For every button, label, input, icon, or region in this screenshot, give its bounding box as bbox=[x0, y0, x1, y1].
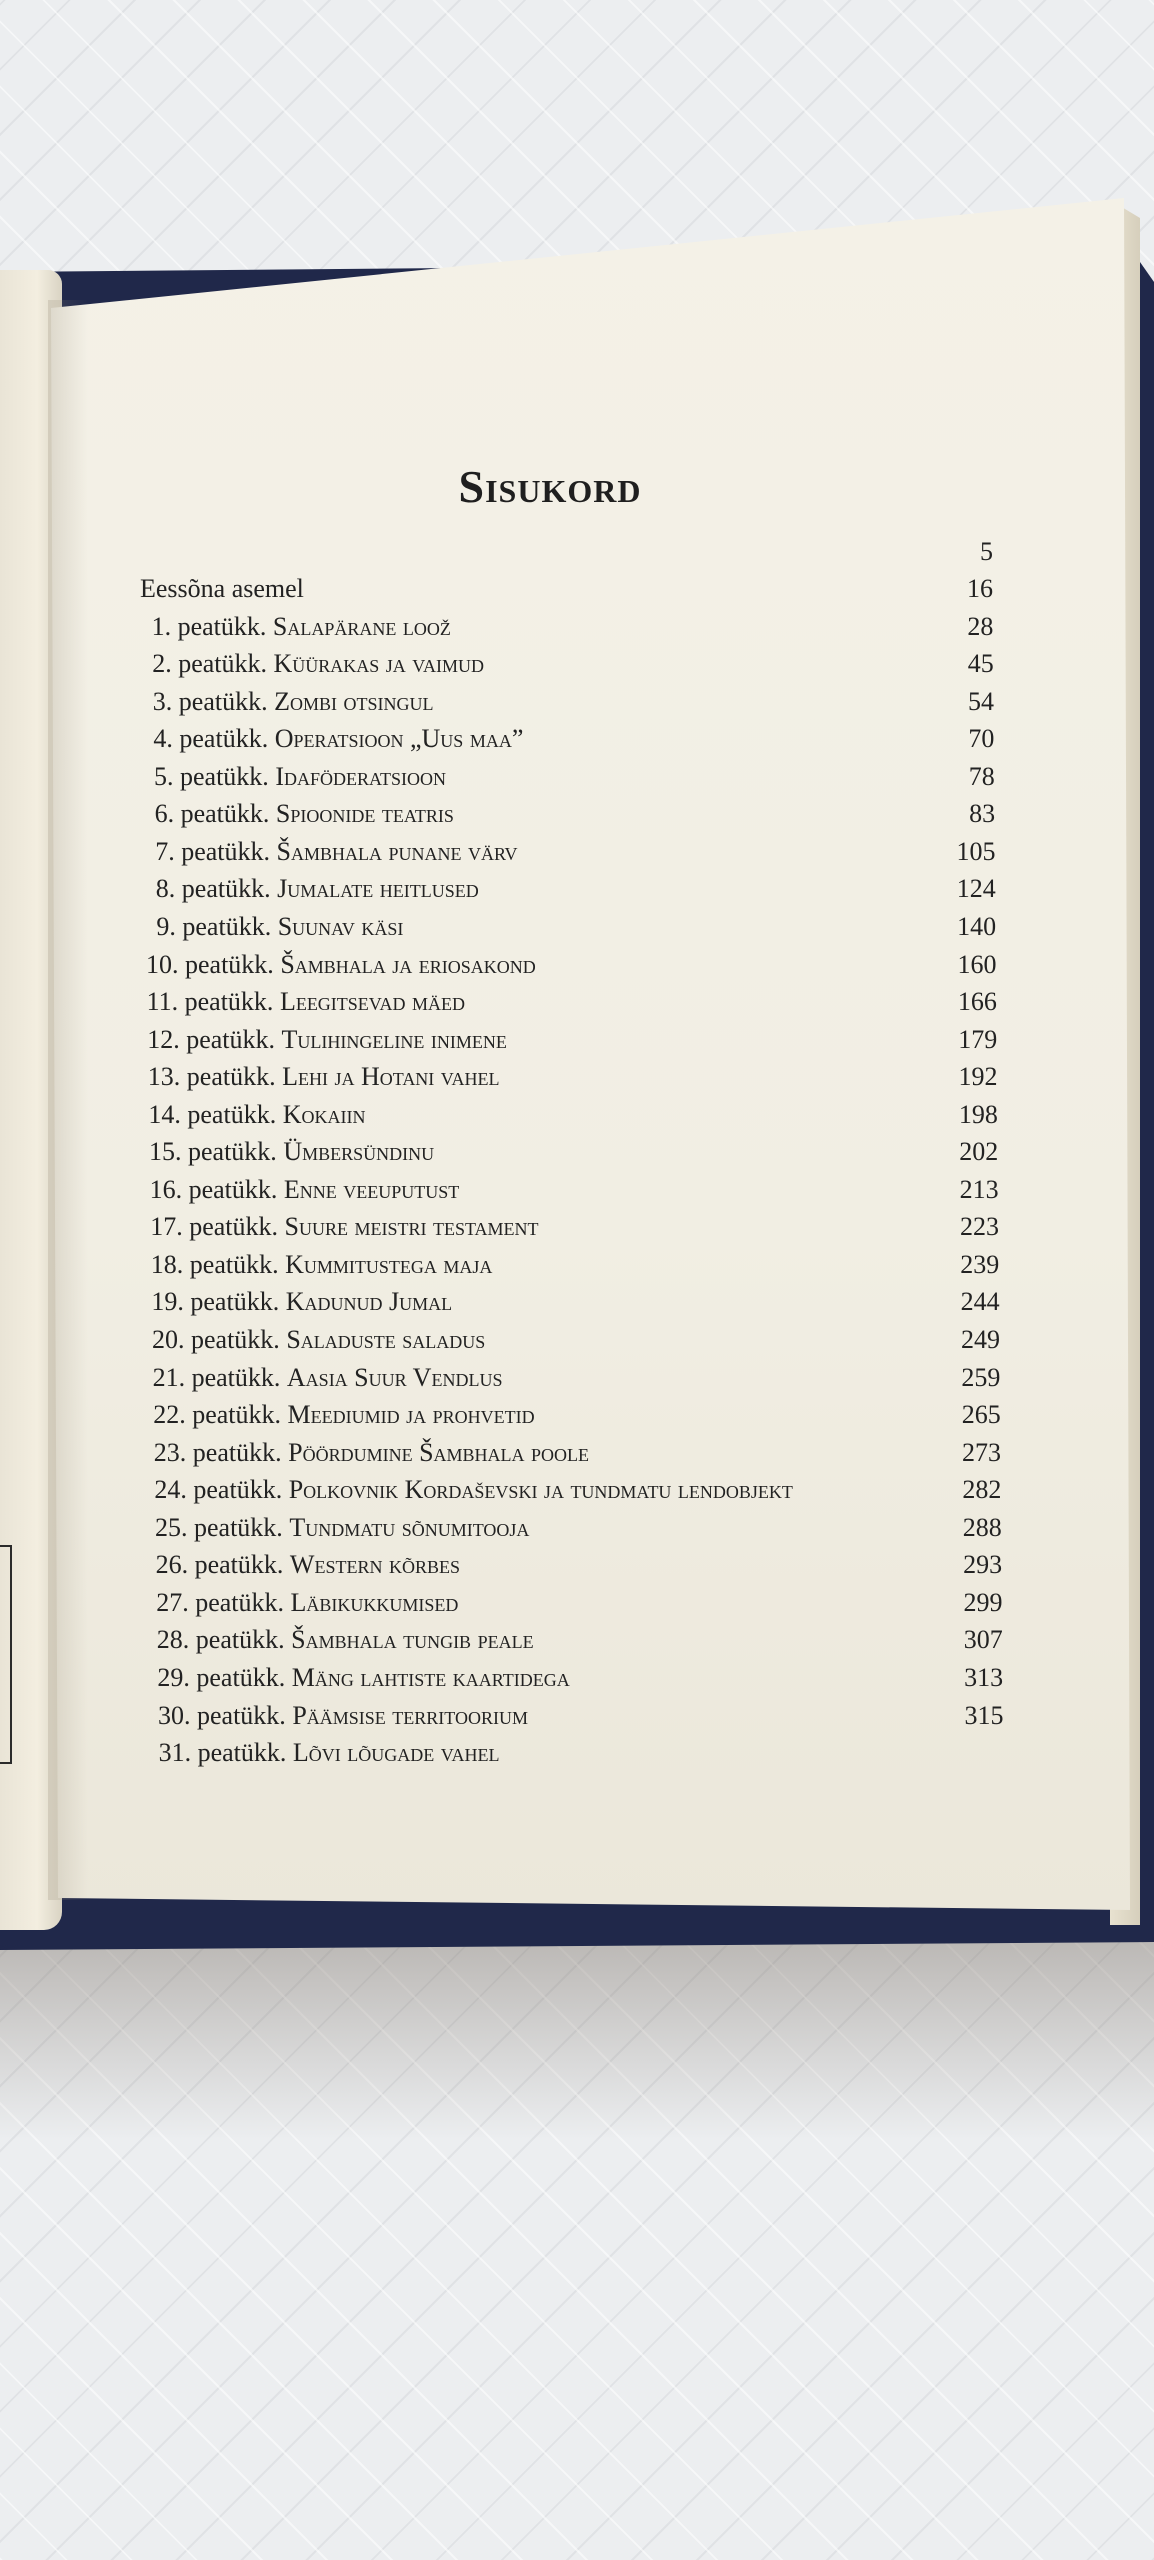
page-number: 83 bbox=[969, 799, 996, 829]
toc-entry bbox=[0, 1736, 1154, 1770]
toc-entry-text bbox=[147, 1023, 507, 1057]
chapter-number: 25. peatükk. bbox=[155, 1512, 290, 1542]
page-number: 16 bbox=[967, 574, 993, 603]
toc-entry-text bbox=[153, 1361, 503, 1395]
toc-entry bbox=[0, 572, 1154, 606]
chapter-number: 1. peatükk. bbox=[151, 611, 273, 641]
toc-entry-text bbox=[156, 872, 479, 906]
toc-entry bbox=[0, 1548, 1154, 1582]
chapter-number: 18. peatükk. bbox=[150, 1249, 286, 1279]
page-number: 160 bbox=[957, 949, 997, 979]
toc-entry-text bbox=[154, 1436, 589, 1470]
chapter-number: 20. peatükk. bbox=[152, 1325, 287, 1354]
chapter-title: Jumalate heitlused bbox=[277, 874, 479, 904]
chapter-number: 30. peatükk. bbox=[158, 1700, 293, 1730]
toc-entry bbox=[0, 1098, 1154, 1132]
toc-entry bbox=[0, 872, 1154, 906]
chapter-number: 29. peatükk. bbox=[157, 1662, 292, 1692]
toc-entry bbox=[0, 1361, 1154, 1395]
toc-entry-text bbox=[152, 1323, 485, 1357]
chapter-title: Leegitsevad mäed bbox=[279, 987, 465, 1017]
toc-entry bbox=[0, 1023, 1154, 1057]
toc-entry-text bbox=[159, 1736, 500, 1770]
chapter-title: Enne veeuputust bbox=[283, 1174, 460, 1204]
toc-entry-text bbox=[156, 1548, 460, 1582]
chapter-number: 28. peatükk. bbox=[156, 1625, 292, 1655]
chapter-title: Saladuste saladus bbox=[286, 1325, 486, 1354]
toc-entry-text bbox=[157, 1623, 534, 1657]
toc-entry-text bbox=[153, 685, 434, 719]
chapter-title: Pöördumine Šambhala poole bbox=[288, 1437, 590, 1467]
chapter-number: 19. peatükk. bbox=[151, 1287, 286, 1317]
page-number: 192 bbox=[958, 1062, 998, 1092]
toc-entry bbox=[0, 948, 1154, 982]
chapter-number: 13. peatükk. bbox=[147, 1062, 283, 1092]
toc-entry-text bbox=[152, 647, 484, 681]
chapter-number: 10. peatükk. bbox=[146, 949, 281, 979]
chapter-title: Lõvi lõugade vahel bbox=[292, 1738, 500, 1768]
page-number: 124 bbox=[956, 874, 996, 904]
toc-entry bbox=[0, 1473, 1154, 1507]
toc-entry bbox=[0, 685, 1154, 719]
page-number: 307 bbox=[963, 1625, 1003, 1655]
toc-entry-text bbox=[155, 835, 517, 869]
toc-entry-text bbox=[157, 1661, 569, 1695]
chapter-title: Aasia Suur Vendlus bbox=[286, 1362, 503, 1392]
page-number: 239 bbox=[960, 1249, 1000, 1279]
chapter-number: 26. peatükk. bbox=[155, 1550, 290, 1580]
page-number: 202 bbox=[959, 1137, 999, 1167]
chapter-title: Idaföderatsioon bbox=[275, 761, 446, 791]
toc-entry bbox=[0, 722, 1154, 756]
chapter-number: 27. peatükk. bbox=[156, 1587, 291, 1617]
toc-entry-text bbox=[156, 910, 403, 944]
page-number: 282 bbox=[962, 1475, 1002, 1505]
toc-entry bbox=[0, 647, 1154, 681]
toc-entry bbox=[0, 1623, 1154, 1657]
toc-entry-text bbox=[152, 610, 451, 644]
chapter-title: Tundmatu sõnumitooja bbox=[289, 1512, 530, 1542]
chapter-number: 21. peatükk. bbox=[152, 1362, 287, 1392]
toc-entry bbox=[0, 1210, 1154, 1244]
page-number: 54 bbox=[968, 686, 995, 716]
toc-entry bbox=[0, 1511, 1154, 1545]
toc-entry-text bbox=[148, 1060, 500, 1094]
chapter-number: 3. peatükk. bbox=[152, 686, 275, 716]
page-number: 198 bbox=[958, 1099, 998, 1129]
page-number: 315 bbox=[964, 1700, 1004, 1730]
toc-entry bbox=[0, 760, 1154, 794]
toc-entry-text bbox=[140, 572, 304, 606]
toc-entry bbox=[0, 1173, 1154, 1207]
chapter-number: 15. peatükk. bbox=[149, 1137, 284, 1167]
chapter-title: Zombi otsingul bbox=[274, 686, 434, 716]
chapter-title: Päämsise territoorium bbox=[292, 1700, 528, 1730]
toc-entry-text bbox=[146, 948, 536, 982]
toc-entry-text bbox=[153, 722, 523, 756]
toc-entry bbox=[0, 610, 1154, 644]
toc-entry-text bbox=[148, 1098, 365, 1132]
chapter-title: Salapärane loož bbox=[272, 611, 451, 641]
chapter-number: 16. peatükk. bbox=[149, 1174, 284, 1204]
chapter-title: Küürakas ja vaimud bbox=[273, 649, 484, 679]
chapter-title: Lehi ja Hotani vahel bbox=[282, 1062, 500, 1092]
toc-entry-text bbox=[155, 1511, 529, 1545]
toc-entry-text bbox=[149, 1135, 434, 1169]
chapter-number: 2. peatükk. bbox=[152, 649, 274, 679]
chapter-title: Polkovnik Kordaševski ja tundmatu lendobjekt bbox=[288, 1475, 793, 1505]
chapter-number: 12. peatükk. bbox=[147, 1024, 282, 1054]
chapter-title: Tulihingeline inimene bbox=[281, 1024, 507, 1054]
chapter-title: Meediumid ja prohvetid bbox=[287, 1400, 535, 1430]
chapter-number: 8. peatükk. bbox=[155, 874, 278, 904]
chapter-title: Suure meistri testament bbox=[284, 1212, 539, 1242]
chapter-number: 24. peatükk. bbox=[154, 1475, 289, 1505]
page-number: 45 bbox=[967, 649, 994, 679]
chapter-number: 4. peatükk. bbox=[153, 724, 275, 754]
toc-entry-text bbox=[155, 797, 454, 831]
page-number: 213 bbox=[959, 1174, 999, 1204]
page-number: 179 bbox=[958, 1024, 998, 1054]
chapter-number: 22. peatükk. bbox=[153, 1400, 288, 1430]
chapter-title: Šambhala ja eriosakond bbox=[280, 949, 536, 979]
chapter-number: 5. peatükk. bbox=[154, 761, 276, 791]
chapter-title: Ümbersündinu bbox=[283, 1137, 435, 1167]
toc-entry bbox=[0, 1135, 1154, 1169]
toc-entry bbox=[0, 797, 1154, 831]
toc-entry-text bbox=[151, 1248, 493, 1282]
page-number: 223 bbox=[959, 1212, 999, 1242]
toc-entry-text bbox=[154, 760, 446, 794]
chapter-number: 14. peatükk. bbox=[148, 1099, 283, 1129]
chapter-number: 11. peatükk. bbox=[146, 987, 280, 1017]
chapter-number: 17. peatükk. bbox=[150, 1212, 285, 1242]
toc-top-number: 5 bbox=[980, 537, 993, 566]
chapter-title: Kadunud Jumal bbox=[285, 1287, 453, 1317]
toc-entry bbox=[0, 1398, 1154, 1432]
chapter-title: Suunav käsi bbox=[277, 911, 404, 941]
toc-entry bbox=[0, 985, 1154, 1019]
toc-entry bbox=[0, 1060, 1154, 1094]
chapter-number: 31. peatükk. bbox=[158, 1738, 293, 1768]
page-number: 140 bbox=[957, 911, 997, 941]
page-number: 244 bbox=[960, 1287, 1000, 1317]
toc-entry bbox=[0, 1285, 1154, 1319]
page-number: 293 bbox=[963, 1550, 1003, 1580]
chapter-title: Spioonide teatris bbox=[275, 799, 454, 829]
toc-entry bbox=[0, 1248, 1154, 1282]
page-title: Sisukord bbox=[458, 461, 642, 512]
chapter-number: 9. peatükk. bbox=[156, 911, 278, 941]
page-number: 166 bbox=[957, 987, 997, 1017]
page-number: 288 bbox=[962, 1512, 1002, 1542]
toc-entry-text bbox=[147, 985, 465, 1019]
toc-entry-text bbox=[153, 1398, 534, 1432]
toc-entry-text bbox=[150, 1210, 538, 1244]
toc-entry bbox=[0, 1586, 1154, 1620]
chapter-title: Kokaiin bbox=[282, 1099, 366, 1129]
toc-top-number-row bbox=[0, 535, 1154, 569]
chapter-title: Läbikukkumised bbox=[290, 1587, 459, 1617]
toc-entry bbox=[0, 1436, 1154, 1470]
toc-entry bbox=[0, 910, 1154, 944]
toc-entry-text bbox=[156, 1586, 458, 1620]
chapter-title: Šambhala tungib peale bbox=[291, 1625, 534, 1655]
chapter-title: Kummitustega maja bbox=[285, 1249, 493, 1279]
toc-entry bbox=[0, 1661, 1154, 1695]
chapter-title: Eessõna asemel bbox=[140, 574, 304, 603]
chapter-title: Operatsioon „Uus maa” bbox=[274, 724, 524, 754]
toc-entry-text bbox=[158, 1699, 528, 1733]
page-number: 299 bbox=[963, 1587, 1003, 1617]
chapter-number: 23. peatükk. bbox=[153, 1437, 289, 1467]
toc-entry-text bbox=[154, 1473, 793, 1507]
page-number: 105 bbox=[956, 836, 996, 866]
chapter-number: 6. peatükk. bbox=[154, 799, 276, 829]
toc-entry-text bbox=[150, 1173, 460, 1207]
toc-entry bbox=[0, 835, 1154, 869]
chapter-title: Western kõrbes bbox=[289, 1550, 460, 1580]
chapter-number: 7. peatükk. bbox=[155, 836, 277, 866]
page-number: 265 bbox=[961, 1400, 1001, 1430]
chapter-title: Šambhala punane värv bbox=[276, 836, 518, 866]
toc-entry bbox=[0, 1323, 1154, 1357]
toc-entry bbox=[0, 1699, 1154, 1733]
page-number: 313 bbox=[964, 1662, 1004, 1692]
page-number: 259 bbox=[961, 1362, 1001, 1392]
page-number: 70 bbox=[968, 724, 995, 754]
page-number: 273 bbox=[962, 1437, 1002, 1467]
chapter-title: Mäng lahtiste kaartidega bbox=[291, 1662, 570, 1692]
page-number: 249 bbox=[961, 1325, 1000, 1354]
toc-entry-text bbox=[151, 1285, 452, 1319]
page-number: 28 bbox=[967, 611, 994, 641]
page-number: 78 bbox=[968, 761, 995, 791]
